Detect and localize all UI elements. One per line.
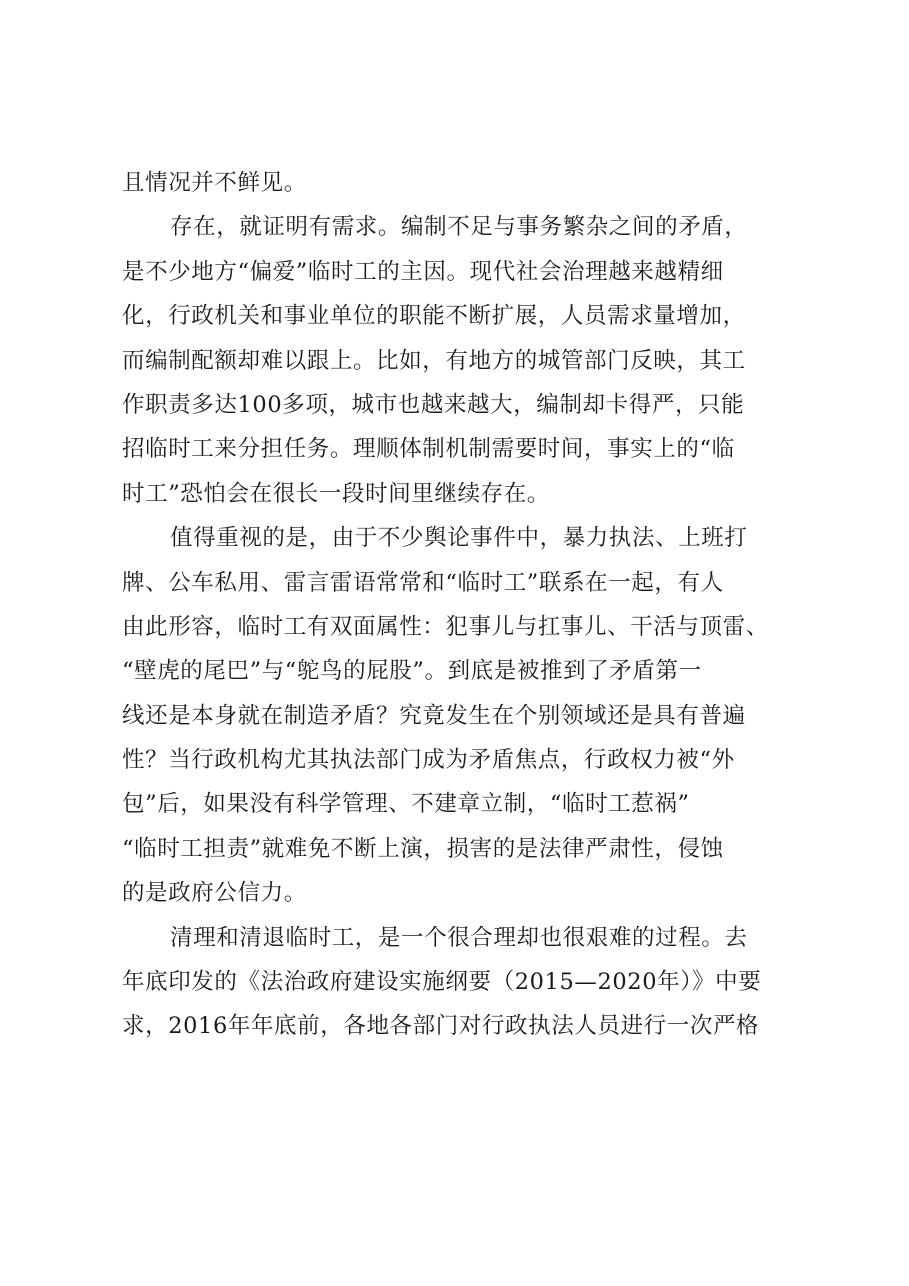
- text-line: 时工”恐怕会在很长一段时间里继续存在。: [122, 480, 550, 507]
- text-line: 招临时工来分担任务。理顺体制机制需要时间，事实上的“临: [122, 436, 735, 463]
- text-line: 作职责多达100多项，城市也越来越大，编制却卡得严，只能: [122, 391, 745, 418]
- text-line: 值得重视的是，由于不少舆论事件中，暴力执法、上班打: [170, 525, 748, 552]
- text-line: 包”后，如果没有科学管理、不建章立制，“临时工惹祸”: [122, 791, 690, 818]
- text-line: 清理和清退临时工，是一个很合理却也很艰难的过程。去: [170, 924, 748, 951]
- text-line: 且情况并不鲜见。: [122, 170, 307, 196]
- text-line: 存在，就证明有需求。编制不足与事务繁杂之间的矛盾，: [170, 214, 748, 241]
- text-line: 由此形容，临时工有双面属性：犯事儿与扛事儿、干活与顶雷、: [122, 613, 769, 640]
- text-line: 年底印发的《法治政府建设实施纲要（2015—2020年）》中要: [122, 969, 762, 996]
- text-line: “壁虎的尾巴”与“鸵鸟的屁股”。到底是被推到了矛盾第一: [122, 658, 702, 685]
- text-line: 求，2016年年底前，各地各部门对行政执法人员进行一次严格: [122, 1013, 760, 1040]
- text-line: 的是政府公信力。: [122, 880, 307, 907]
- text-line: 牌、公车私用、雷言雷语常常和“临时工”联系在一起，有人: [122, 569, 724, 596]
- text-line: 性？当行政机构尤其执法部门成为矛盾焦点，行政权力被“外: [122, 747, 735, 774]
- text-line: 而编制配额却难以跟上。比如，有地方的城管部门反映，其工: [122, 347, 746, 374]
- text-line: 是不少地方“偏爱”临时工的主因。现代社会治理越来越精细: [122, 258, 724, 285]
- document-body: [122, 161, 802, 1049]
- text-line: 线还是本身就在制造矛盾？究竟发生在个别领域还是具有普遍: [122, 702, 746, 729]
- text-line: “临时工担责”就难免不断上演，损害的是法律严肃性，侵蚀: [122, 835, 724, 862]
- text-line: 化，行政机关和事业单位的职能不断扩展，人员需求量增加，: [122, 303, 746, 330]
